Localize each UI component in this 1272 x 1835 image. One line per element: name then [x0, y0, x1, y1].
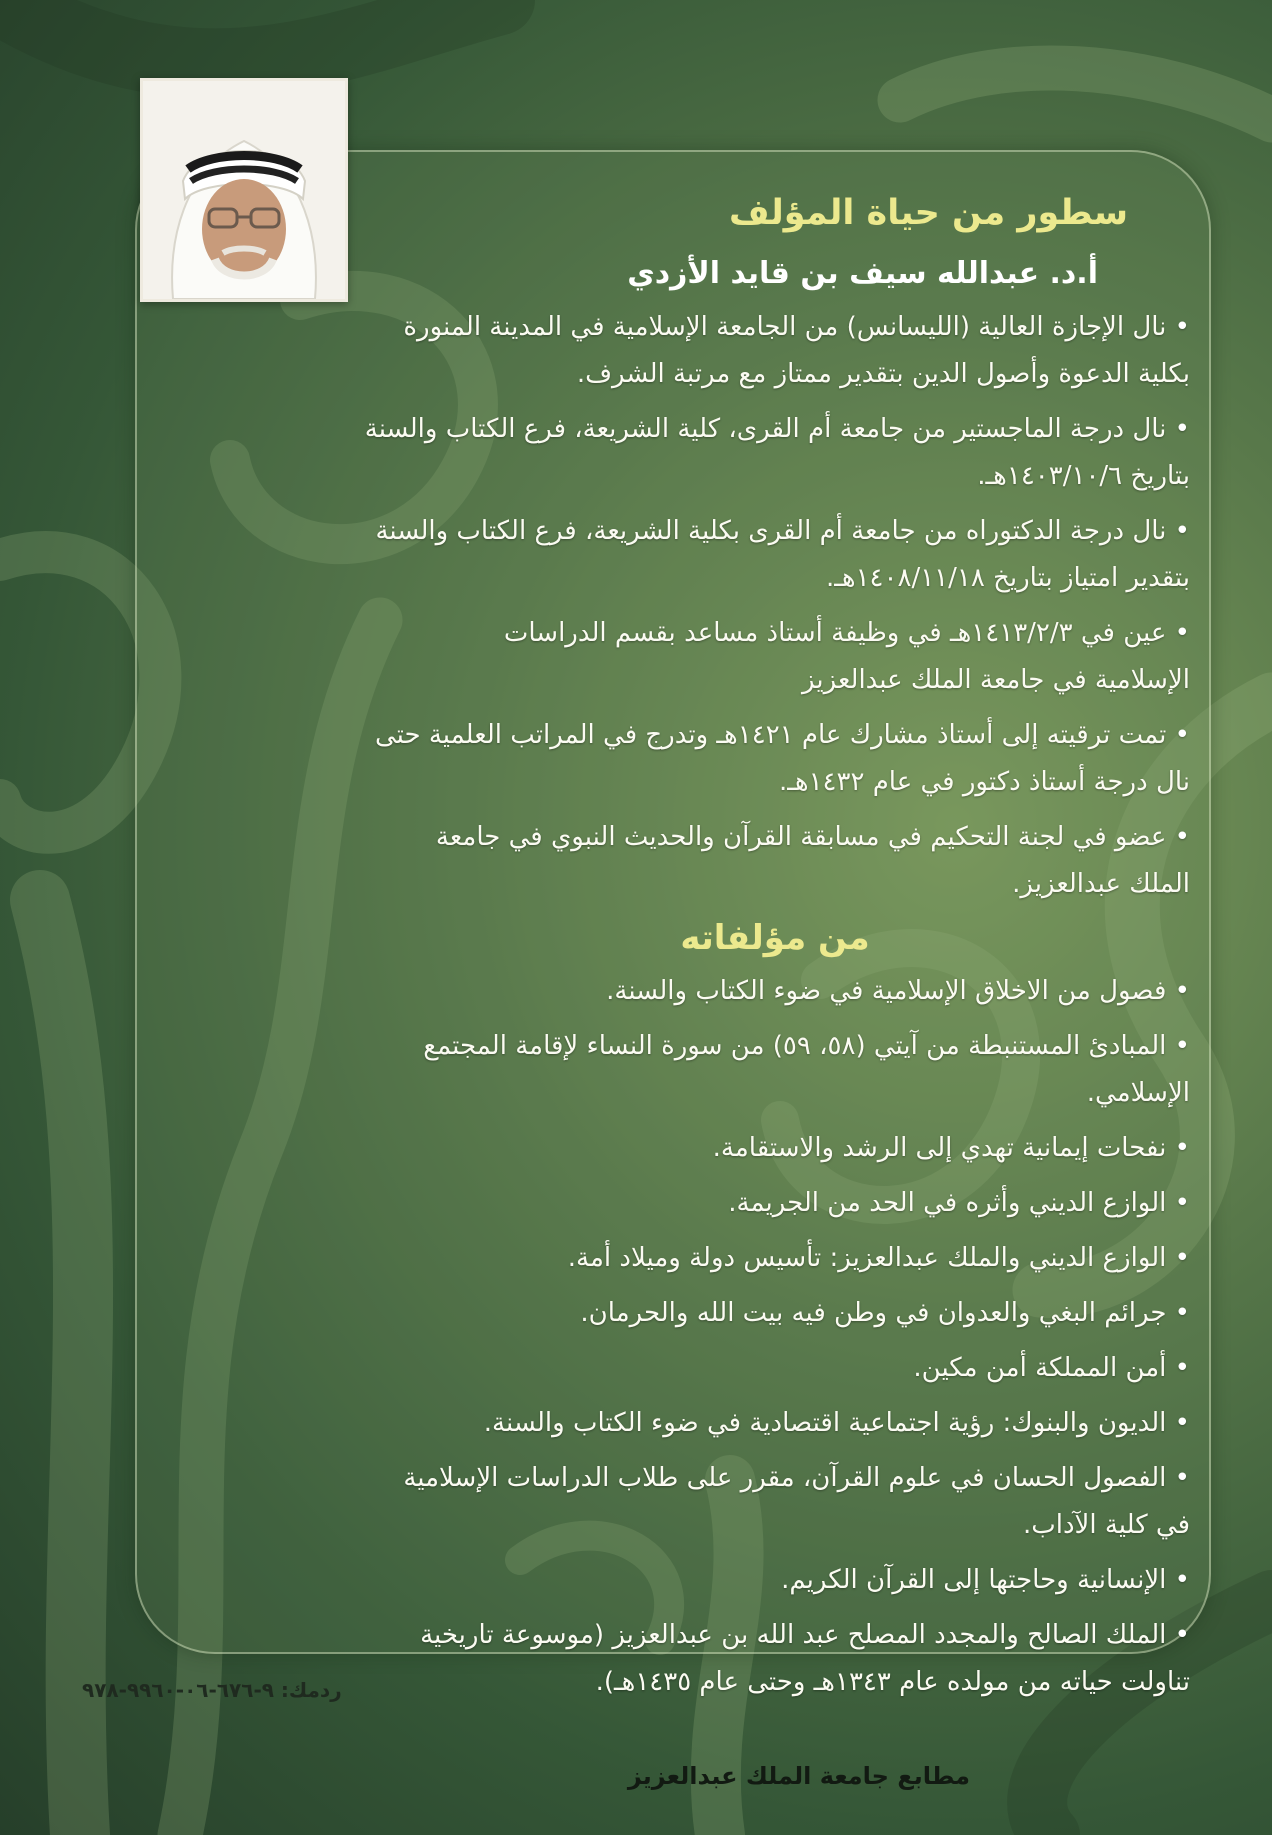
bio-item: • تمت ترقيته إلى أستاذ مشارك عام ١٤٢١هـ وتدرج في المراتب العلمية حتى: [130, 712, 1190, 759]
works-title: من مؤلفاته: [680, 918, 870, 958]
isbn-number: ردمك: ٩-٦٧٦-٠٦-٩٩٦٠-٩٧٨: [82, 1678, 342, 1702]
work-item: • الفصول الحسان في علوم القرآن، مقرر على طلاب الدراسات الإسلامية: [130, 1455, 1190, 1502]
work-item: • جرائم البغي والعدوان في وطن فيه بيت الله والحرمان.: [130, 1290, 1190, 1337]
work-item-continuation: في كلية الآداب.: [1023, 1510, 1190, 1540]
work-item: • نفحات إيمانية تهدي إلى الرشد والاستقامة.: [130, 1125, 1190, 1172]
page-title: سطور من حياة المؤلف: [728, 193, 1128, 233]
bio-content: [130, 182, 1190, 1706]
work-item: • الملك الصالح والمجدد المصلح عبد الله بن عبدالعزيز (موسوعة تاريخية: [130, 1612, 1190, 1659]
bio-item-continuation: بتقدير امتياز بتاريخ ١٤٠٨/١١/١٨هـ.: [826, 563, 1190, 593]
author-name: أ.د. عبدالله سيف بن قايد الأزدي: [627, 256, 1098, 291]
work-item: • الوازع الديني وأثره في الحد من الجريمة.: [130, 1180, 1190, 1227]
printer-name: مطابع جامعة الملك عبدالعزيز: [627, 1762, 970, 1790]
work-item: • أمن المملكة أمن مكين.: [130, 1345, 1190, 1392]
work-item: • المبادئ المستنبطة من آيتي (٥٨، ٥٩) من سورة النساء لإقامة المجتمع: [130, 1023, 1190, 1070]
work-item-continuation: تناولت حياته من مولده عام ١٣٤٣هـ وحتى عام ١٤٣٥هـ).: [595, 1667, 1190, 1697]
bio-list: [130, 304, 1190, 908]
works-list: [130, 968, 1190, 1706]
work-item: • الوازع الديني والملك عبدالعزيز: تأسيس دولة وميلاد أمة.: [130, 1235, 1190, 1282]
bio-item-continuation: بتاريخ ١٤٠٣/١٠/٦هـ.: [977, 461, 1190, 491]
bio-item-continuation: بكلية الدعوة وأصول الدين بتقدير ممتاز مع مرتبة الشرف.: [576, 359, 1190, 389]
work-item: • فصول من الاخلاق الإسلامية في ضوء الكتاب والسنة.: [130, 968, 1190, 1015]
bio-item-continuation: نال درجة أستاذ دكتور في عام ١٤٣٢هـ.: [778, 767, 1190, 797]
work-item: • الإنسانية وحاجتها إلى القرآن الكريم.: [130, 1557, 1190, 1604]
bio-item: • عين في ١٤١٣/٢/٣هـ في وظيفة أستاذ مساعد بقسم الدراسات: [130, 610, 1190, 657]
bio-item-continuation: الإسلامية في جامعة الملك عبدالعزيز: [802, 665, 1190, 695]
bio-item: • عضو في لجنة التحكيم في مسابقة القرآن والحديث النبوي في جامعة: [130, 814, 1190, 861]
bio-item-continuation: الملك عبدالعزيز.: [1012, 869, 1190, 899]
bio-item: • نال درجة الدكتوراه من جامعة أم القرى بكلية الشريعة، فرع الكتاب والسنة: [130, 508, 1190, 555]
work-item: • الديون والبنوك: رؤية اجتماعية اقتصادية في ضوء الكتاب والسنة.: [130, 1400, 1190, 1447]
bio-item: • نال الإجازة العالية (الليسانس) من الجامعة الإسلامية في المدينة المنورة: [130, 304, 1190, 351]
bio-item: • نال درجة الماجستير من جامعة أم القرى، كلية الشريعة، فرع الكتاب والسنة: [130, 406, 1190, 453]
work-item-continuation: الإسلامي.: [1086, 1078, 1190, 1108]
